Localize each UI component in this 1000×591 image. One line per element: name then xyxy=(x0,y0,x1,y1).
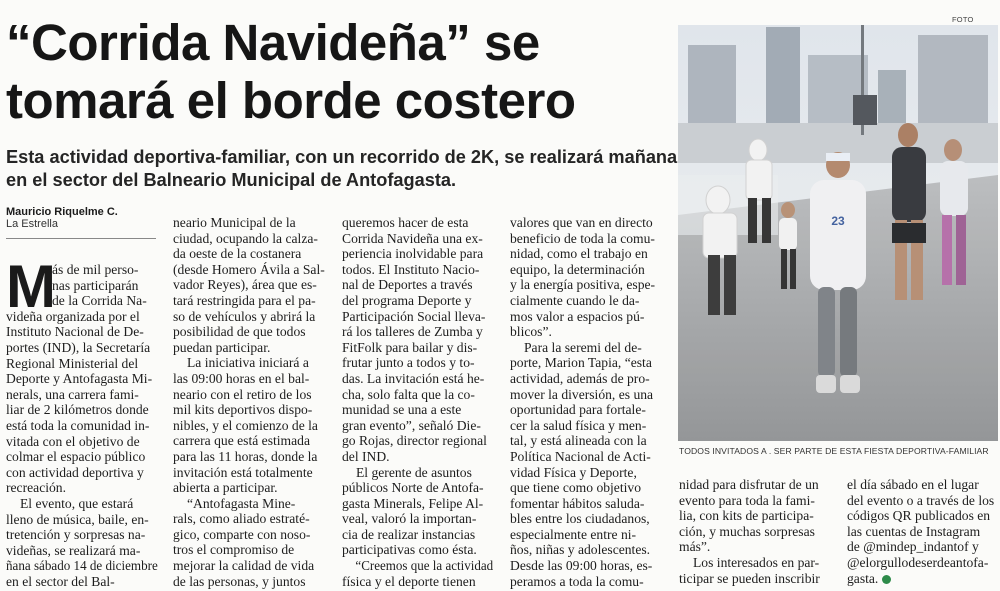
text-line: mejorar la calidad de vida xyxy=(173,558,315,574)
text-line: FitFolk para bailar y dis- xyxy=(342,339,478,355)
author-publication: La Estrella xyxy=(6,218,58,230)
text-line: peramos a toda la comu- xyxy=(510,573,644,589)
text-line: física y el deporte tienen xyxy=(342,573,476,589)
text-line: ños, niñas y adolescentes. xyxy=(510,542,651,558)
text-line: so de vehículos y abrirá la xyxy=(173,308,316,324)
text-line: evento para toda la fami- xyxy=(679,492,815,508)
text-line: vitada con el objetivo de xyxy=(6,433,140,449)
headline-line-2: tomará el borde costero xyxy=(6,72,576,129)
text-line: bles entre los ciudadanos, xyxy=(510,511,650,527)
text-line: gran evento”, señaló Die- xyxy=(342,417,481,433)
text-line: videña organizada por el xyxy=(6,308,140,324)
text-line: nas participarán xyxy=(52,277,139,293)
text-line: neario con el retiro de los xyxy=(173,386,312,402)
text-line: en el sector del Bal- xyxy=(6,573,115,589)
text-line: colmar el espacio público xyxy=(6,449,146,465)
byline-divider xyxy=(6,238,156,239)
runners-photo xyxy=(678,25,998,441)
text-line: periencia inolvidable para xyxy=(342,246,484,262)
text-line: ciudad, ocupando la calza- xyxy=(173,230,318,246)
text-line: públicos Norte de Antofa- xyxy=(342,480,484,496)
text-line: queremos hacer de esta xyxy=(342,215,469,230)
article-column-5 xyxy=(679,477,831,586)
text-line: ñana sábado 14 de diciembre xyxy=(6,558,158,574)
text-line: que tiene como objetivo xyxy=(510,480,641,496)
text-line: “Creemos que la actividad xyxy=(355,558,494,574)
article-column-1 xyxy=(6,253,158,589)
text-line: Regional Ministerial del xyxy=(6,355,139,371)
text-line: porte, Marion Tapia, “esta xyxy=(510,355,652,371)
text-line: cialmente cuando le da- xyxy=(510,292,640,308)
text-line: de la Corrida Na- xyxy=(52,293,147,309)
text-line: fomentar hábitos saluda- xyxy=(510,495,645,511)
text-line: Desde las 09:00 horas, es- xyxy=(510,558,653,574)
text-line: gico, comparte con noso- xyxy=(173,526,311,542)
text-line: de @mindep_indantof y xyxy=(847,539,979,555)
text-line: munidad se una a este xyxy=(342,402,462,418)
text-line: vador Reyes), área que es- xyxy=(173,277,317,293)
drop-cap: M xyxy=(6,253,56,320)
article-column-3 xyxy=(342,215,494,589)
headline xyxy=(6,14,666,130)
text-line: recreación. xyxy=(6,480,66,496)
text-line: La iniciativa iniciará a xyxy=(187,355,309,371)
text-line: frutar junto a todos y to- xyxy=(342,355,475,371)
text-line: más”. xyxy=(679,539,711,555)
text-line: de las personas, y juntos xyxy=(173,573,306,589)
text-line: códigos QR publicados en xyxy=(847,508,991,524)
svg-text:23: 23 xyxy=(831,214,845,228)
text-line: “Antofagasta Mine- xyxy=(187,495,296,511)
text-line: cia de realizar instancias xyxy=(342,526,476,542)
text-line: carrera que está estimada xyxy=(173,433,310,449)
text-line: ticipar se pueden inscribir xyxy=(679,570,820,586)
text-line: nidad para disfrutar de un xyxy=(679,477,819,492)
text-line: Instituto Nacional de De- xyxy=(6,324,144,340)
text-line: puedan participar. xyxy=(173,339,271,355)
text-line: con actividad deportiva y xyxy=(6,464,144,480)
end-mark-icon xyxy=(882,575,891,584)
text-line: tros el compromiso de xyxy=(173,542,295,558)
text-line: Participación Social lleva- xyxy=(342,308,486,324)
text-line: (desde Homero Ávila a Sal- xyxy=(173,261,325,277)
text-line: rá los talleres de Zumba y xyxy=(342,324,483,340)
text-line: equipo, la determinación xyxy=(510,261,645,277)
article-column-4 xyxy=(510,215,662,589)
text-line: Deporte y Antofagasta Mi- xyxy=(6,371,153,387)
text-line: rals, como aliado estraté- xyxy=(173,511,310,527)
text-line: valores que van en directo xyxy=(510,215,653,230)
text-line: está toda la comunidad in- xyxy=(6,417,150,433)
text-line: participativas como ésta. xyxy=(342,542,477,558)
text-line: neario Municipal de la xyxy=(173,215,296,230)
text-line: @elorgullodeserdeantofa- xyxy=(847,554,989,570)
photo-credit: FOTO xyxy=(952,15,974,24)
text-line: para las 11 horas, donde la xyxy=(173,448,318,464)
text-line: portes (IND), la Secretaría xyxy=(6,339,151,355)
text-line: gasta. xyxy=(847,571,999,587)
text-line: cer la salud física y men- xyxy=(510,417,647,433)
text-line: videñas, se realizará ma- xyxy=(6,542,141,558)
text-line: El evento, que estará xyxy=(20,495,134,511)
text-line: liar de 2 kilómetros donde xyxy=(6,402,149,418)
photo-illustration xyxy=(678,25,998,441)
text-line: ás de mil perso- xyxy=(52,262,139,277)
text-line: abierta a participar. xyxy=(173,480,278,496)
byline xyxy=(6,206,156,230)
text-line: El gerente de asuntos xyxy=(356,464,472,480)
text-line: veal, valoró la importan- xyxy=(342,511,477,527)
text-line: vidad Física y Deporte, xyxy=(510,464,637,480)
text-line: del programa Deporte y xyxy=(342,292,472,308)
text-line: mos valor a espacios pú- xyxy=(510,308,645,324)
text-line: las cuentas de Instagram xyxy=(847,523,981,539)
text-line: das. La invitación está he- xyxy=(342,370,485,386)
text-line: go Rojas, director regional xyxy=(342,433,487,449)
text-line: Los interesados en par- xyxy=(693,554,820,570)
text-line: gasta Minerals, Felipe Al- xyxy=(342,495,484,511)
text-line: nidad, como el trabajo en xyxy=(510,246,648,262)
text-line: especialmente entre ni- xyxy=(510,526,637,542)
text-line: cha, solo falta que la co- xyxy=(342,386,475,402)
deck-line-1: Esta actividad deportiva-familiar, con un recorrido de 2K, se realizará mañana xyxy=(6,147,678,167)
text-line: posibilidad de que todos xyxy=(173,324,306,340)
text-line: el día sábado en el lugar xyxy=(847,477,979,492)
text-line: lleno de música, baile, en- xyxy=(6,511,149,527)
text-line: las 09:00 horas en el bal- xyxy=(173,370,310,386)
text-line: actividad, además de pro- xyxy=(510,370,650,386)
headline-line-1: “Corrida Navideña” se xyxy=(6,14,540,71)
text-line: invitación está totalmente xyxy=(173,464,313,480)
text-line: del IND. xyxy=(342,448,390,464)
text-line: mil kits deportivos dispo- xyxy=(173,402,313,418)
text-line: nibles, y el comienzo de la xyxy=(173,417,318,433)
deck-subtitle xyxy=(6,146,678,192)
text-line: nerals, una carrera fami- xyxy=(6,386,139,402)
text-line: oportunidad para fortale- xyxy=(510,402,646,418)
text-line: blicos”. xyxy=(510,324,552,340)
text-line: tal, y está alineada con la xyxy=(510,433,647,449)
text-line: mover la diversión, es una xyxy=(510,386,654,402)
text-line: del evento o a través de los xyxy=(847,492,995,508)
text-line: da oeste de la costanera xyxy=(173,246,302,262)
text-line: tará restringida para el pa- xyxy=(173,292,316,308)
photo-caption: TODOS INVITADOS A . SER PARTE DE ESTA FIESTA DEPORTIVA-FAMILIAR xyxy=(679,446,989,456)
text-line: Para la seremi del de- xyxy=(524,339,642,355)
author-name: Mauricio Riquelme C. xyxy=(6,206,118,218)
article-column-6 xyxy=(847,477,999,586)
text-line: nal de Deportes a través xyxy=(342,277,473,293)
text-line: beneficio de toda la comu- xyxy=(510,230,655,246)
text-line: todos. El Instituto Nacio- xyxy=(342,261,480,277)
article-column-2 xyxy=(173,215,325,589)
text-line: Corrida Navideña una ex- xyxy=(342,230,483,246)
deck-line-2: en el sector del Balneario Municipal de Antofagasta. xyxy=(6,170,457,190)
text-line: tretención y sorpresas na- xyxy=(6,527,146,543)
text-line: lia, con kits de participa- xyxy=(679,508,814,524)
text-line: Política Nacional de Acti- xyxy=(510,448,651,464)
text-line: ción, y muchas sorpresas xyxy=(679,523,815,539)
text-line: y la energía positiva, espe- xyxy=(510,277,656,293)
